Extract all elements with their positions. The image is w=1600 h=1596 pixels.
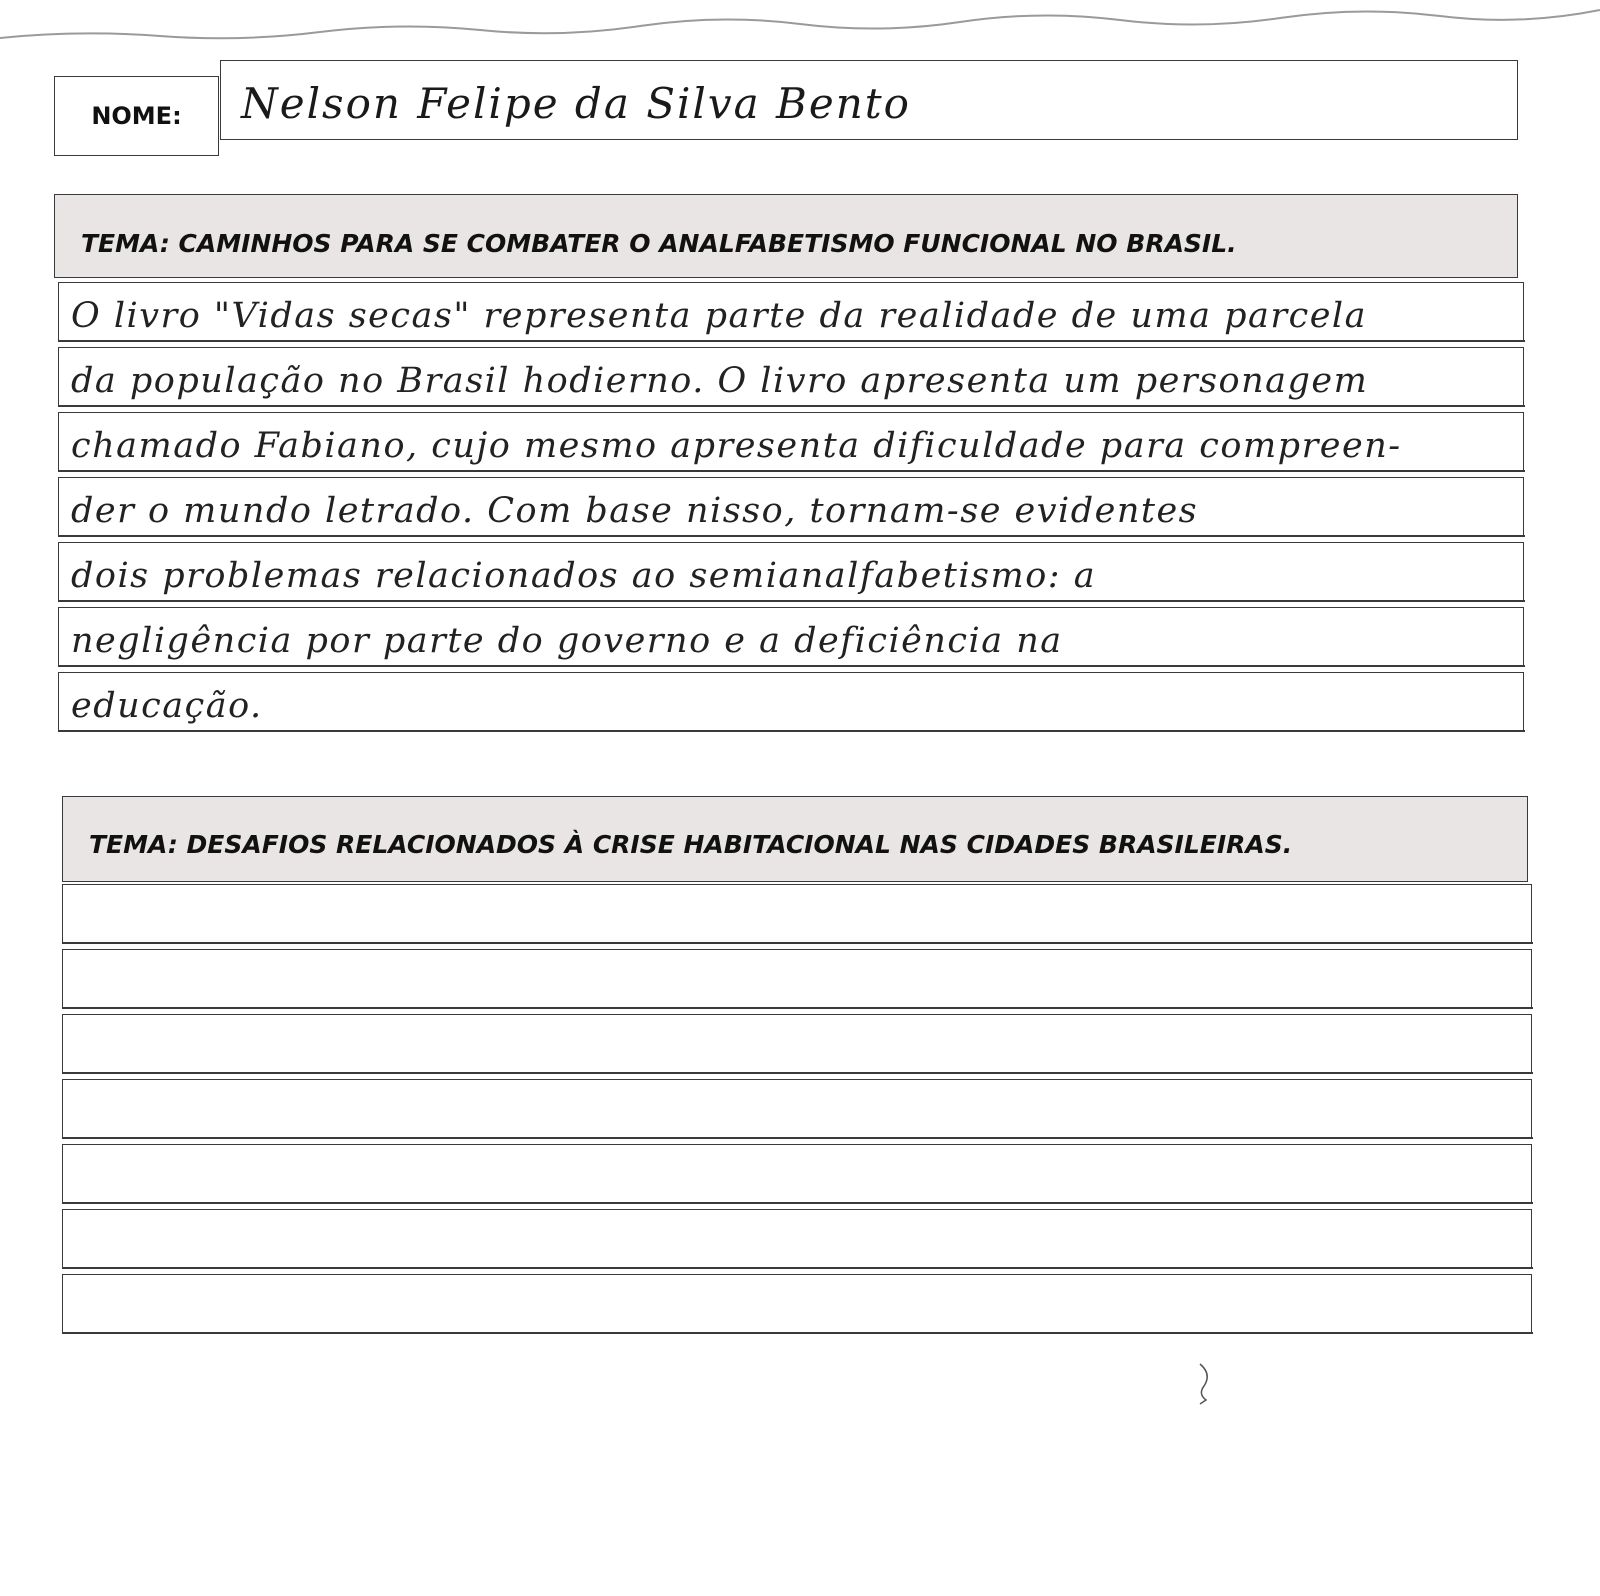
- writing-line[interactable]: [62, 1209, 1532, 1267]
- handwritten-text: negligência por parte do governo e a deficiência na: [71, 621, 1063, 661]
- writing-line[interactable]: [58, 347, 1524, 405]
- writing-line[interactable]: [62, 949, 1532, 1007]
- name-field[interactable]: [220, 60, 1518, 140]
- handwritten-text: O livro "Vidas secas" representa parte da realidade de uma parcela: [71, 296, 1367, 336]
- writing-line[interactable]: [62, 1274, 1532, 1332]
- handwritten-text: educação.: [71, 686, 263, 726]
- writing-line[interactable]: [62, 884, 1532, 942]
- theme-2-writing-area[interactable]: [62, 884, 1532, 1339]
- writing-line[interactable]: [58, 542, 1524, 600]
- theme-1-writing-area[interactable]: [58, 282, 1524, 737]
- writing-line[interactable]: [58, 607, 1524, 665]
- theme-1-title: TEMA: CAMINHOS PARA SE COMBATER O ANALFABETISMO FUNCIONAL NO BRASIL.: [81, 228, 1237, 258]
- handwritten-text: da população no Brasil hodierno. O livro apresenta um personagem: [71, 361, 1369, 401]
- writing-line[interactable]: [58, 477, 1524, 535]
- name-label: NOME:: [54, 76, 219, 156]
- torn-paper-edge: [0, 0, 1600, 48]
- handwritten-text: der o mundo letrado. Com base nisso, tornam-se evidentes: [71, 491, 1199, 531]
- writing-line[interactable]: [58, 672, 1524, 730]
- handwritten-text: chamado Fabiano, cujo mesmo apresenta dificuldade para compreen-: [71, 426, 1402, 466]
- writing-line[interactable]: [62, 1014, 1532, 1072]
- writing-line[interactable]: [62, 1144, 1532, 1202]
- writing-line[interactable]: [62, 1079, 1532, 1137]
- theme-2-header: [62, 796, 1528, 882]
- pen-mark: [1192, 1360, 1222, 1406]
- theme-1-header: [54, 194, 1518, 278]
- writing-line[interactable]: [58, 412, 1524, 470]
- writing-line[interactable]: [58, 282, 1524, 340]
- handwritten-text: dois problemas relacionados ao semianalfabetismo: a: [71, 556, 1097, 596]
- name-value: Nelson Felipe da Silva Bento: [241, 79, 911, 128]
- theme-2-title: TEMA: DESAFIOS RELACIONADOS À CRISE HABITACIONAL NAS CIDADES BRASILEIRAS.: [89, 829, 1293, 859]
